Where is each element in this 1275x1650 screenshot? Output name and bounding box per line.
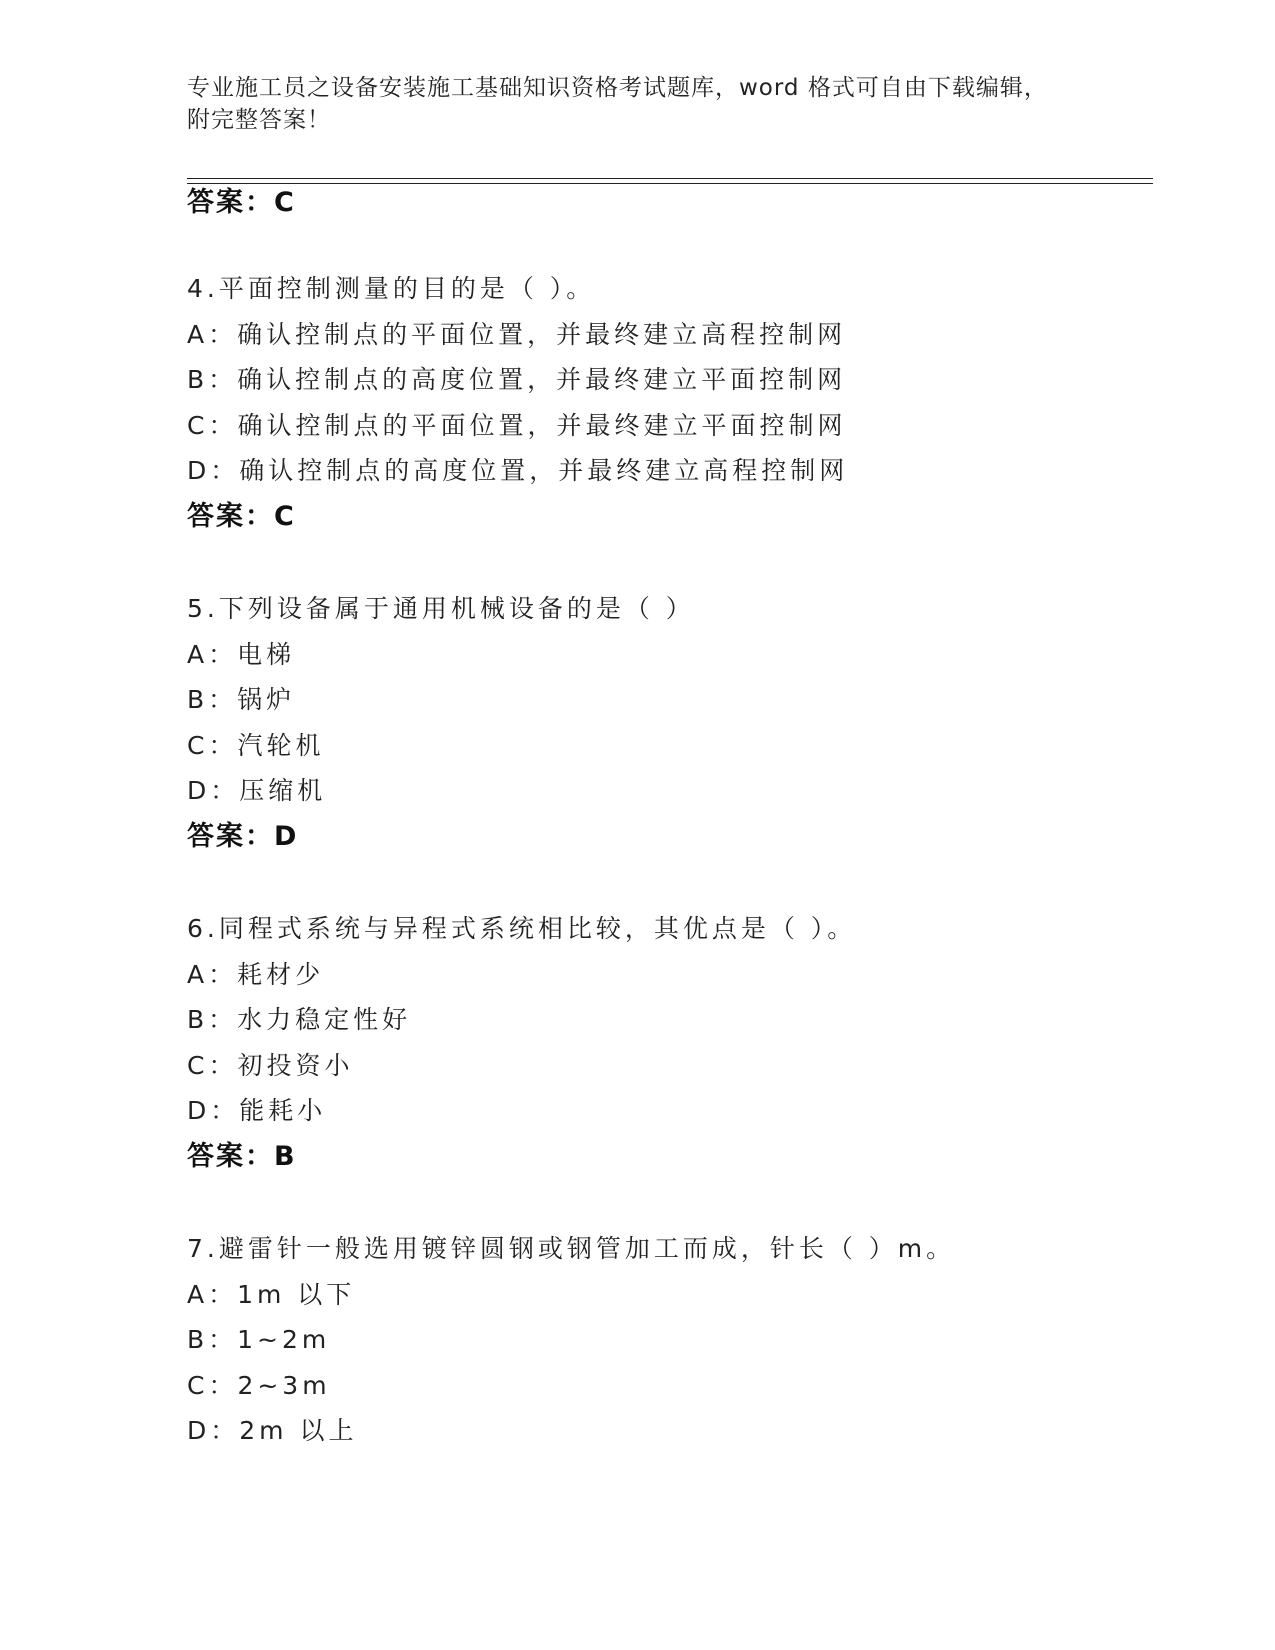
option-d: D：确认控制点的高度位置，并最终建立高程控制网 [187, 456, 849, 485]
question-6 [187, 912, 1137, 1186]
document-header [187, 72, 1087, 136]
option-d: D：2m 以上 [187, 1416, 358, 1445]
question-stem: 6.同程式系统与异程式系统相比较，其优点是（ ）。 [187, 914, 857, 943]
option-b: B：锅炉 [187, 685, 296, 714]
option-a: A：确认控制点的平面位置，并最终建立高程控制网 [187, 319, 847, 349]
header-divider-bottom [187, 183, 1153, 184]
option-c: C：确认控制点的平面位置，并最终建立平面控制网 [187, 410, 847, 440]
option-c: C：汽轮机 [187, 730, 325, 760]
answer-label: 答案：C [187, 500, 296, 532]
option-c: C：2~3m [187, 1370, 331, 1400]
question-4 [187, 272, 1137, 546]
option-b: B：水力稳定性好 [187, 1005, 412, 1034]
option-a: A：1m 以下 [187, 1279, 356, 1309]
option-a: A：耗材少 [187, 959, 325, 989]
answer-label: 答案：D [187, 820, 299, 852]
question-stem: 4.平面控制测量的目的是（ ）。 [187, 274, 596, 303]
question-5 [187, 592, 1137, 866]
header-line-2: 附完整答案！ [187, 107, 331, 133]
option-a: A：电梯 [187, 639, 296, 669]
question-stem: 7.避雷针一般选用镀锌圆钢或钢管加工而成，针长（ ）m。 [187, 1234, 956, 1263]
answer-label: 答案：B [187, 1140, 297, 1172]
option-b: B：确认控制点的高度位置，并最终建立平面控制网 [187, 365, 847, 394]
option-d: D：压缩机 [187, 776, 327, 805]
option-d: D：能耗小 [187, 1096, 327, 1125]
top-answer-block [187, 186, 1137, 232]
question-stem: 5.下列设备属于通用机械设备的是（ ） [187, 594, 695, 623]
answer-label: 答案：C [187, 187, 296, 218]
question-7 [187, 1232, 1137, 1460]
option-b: B：1~2m [187, 1325, 331, 1354]
header-line-1: 专业施工员之设备安装施工基础知识资格考试题库，word 格式可自由下载编辑， [187, 75, 1048, 101]
option-c: C：初投资小 [187, 1050, 354, 1080]
header-divider-top [187, 178, 1153, 179]
